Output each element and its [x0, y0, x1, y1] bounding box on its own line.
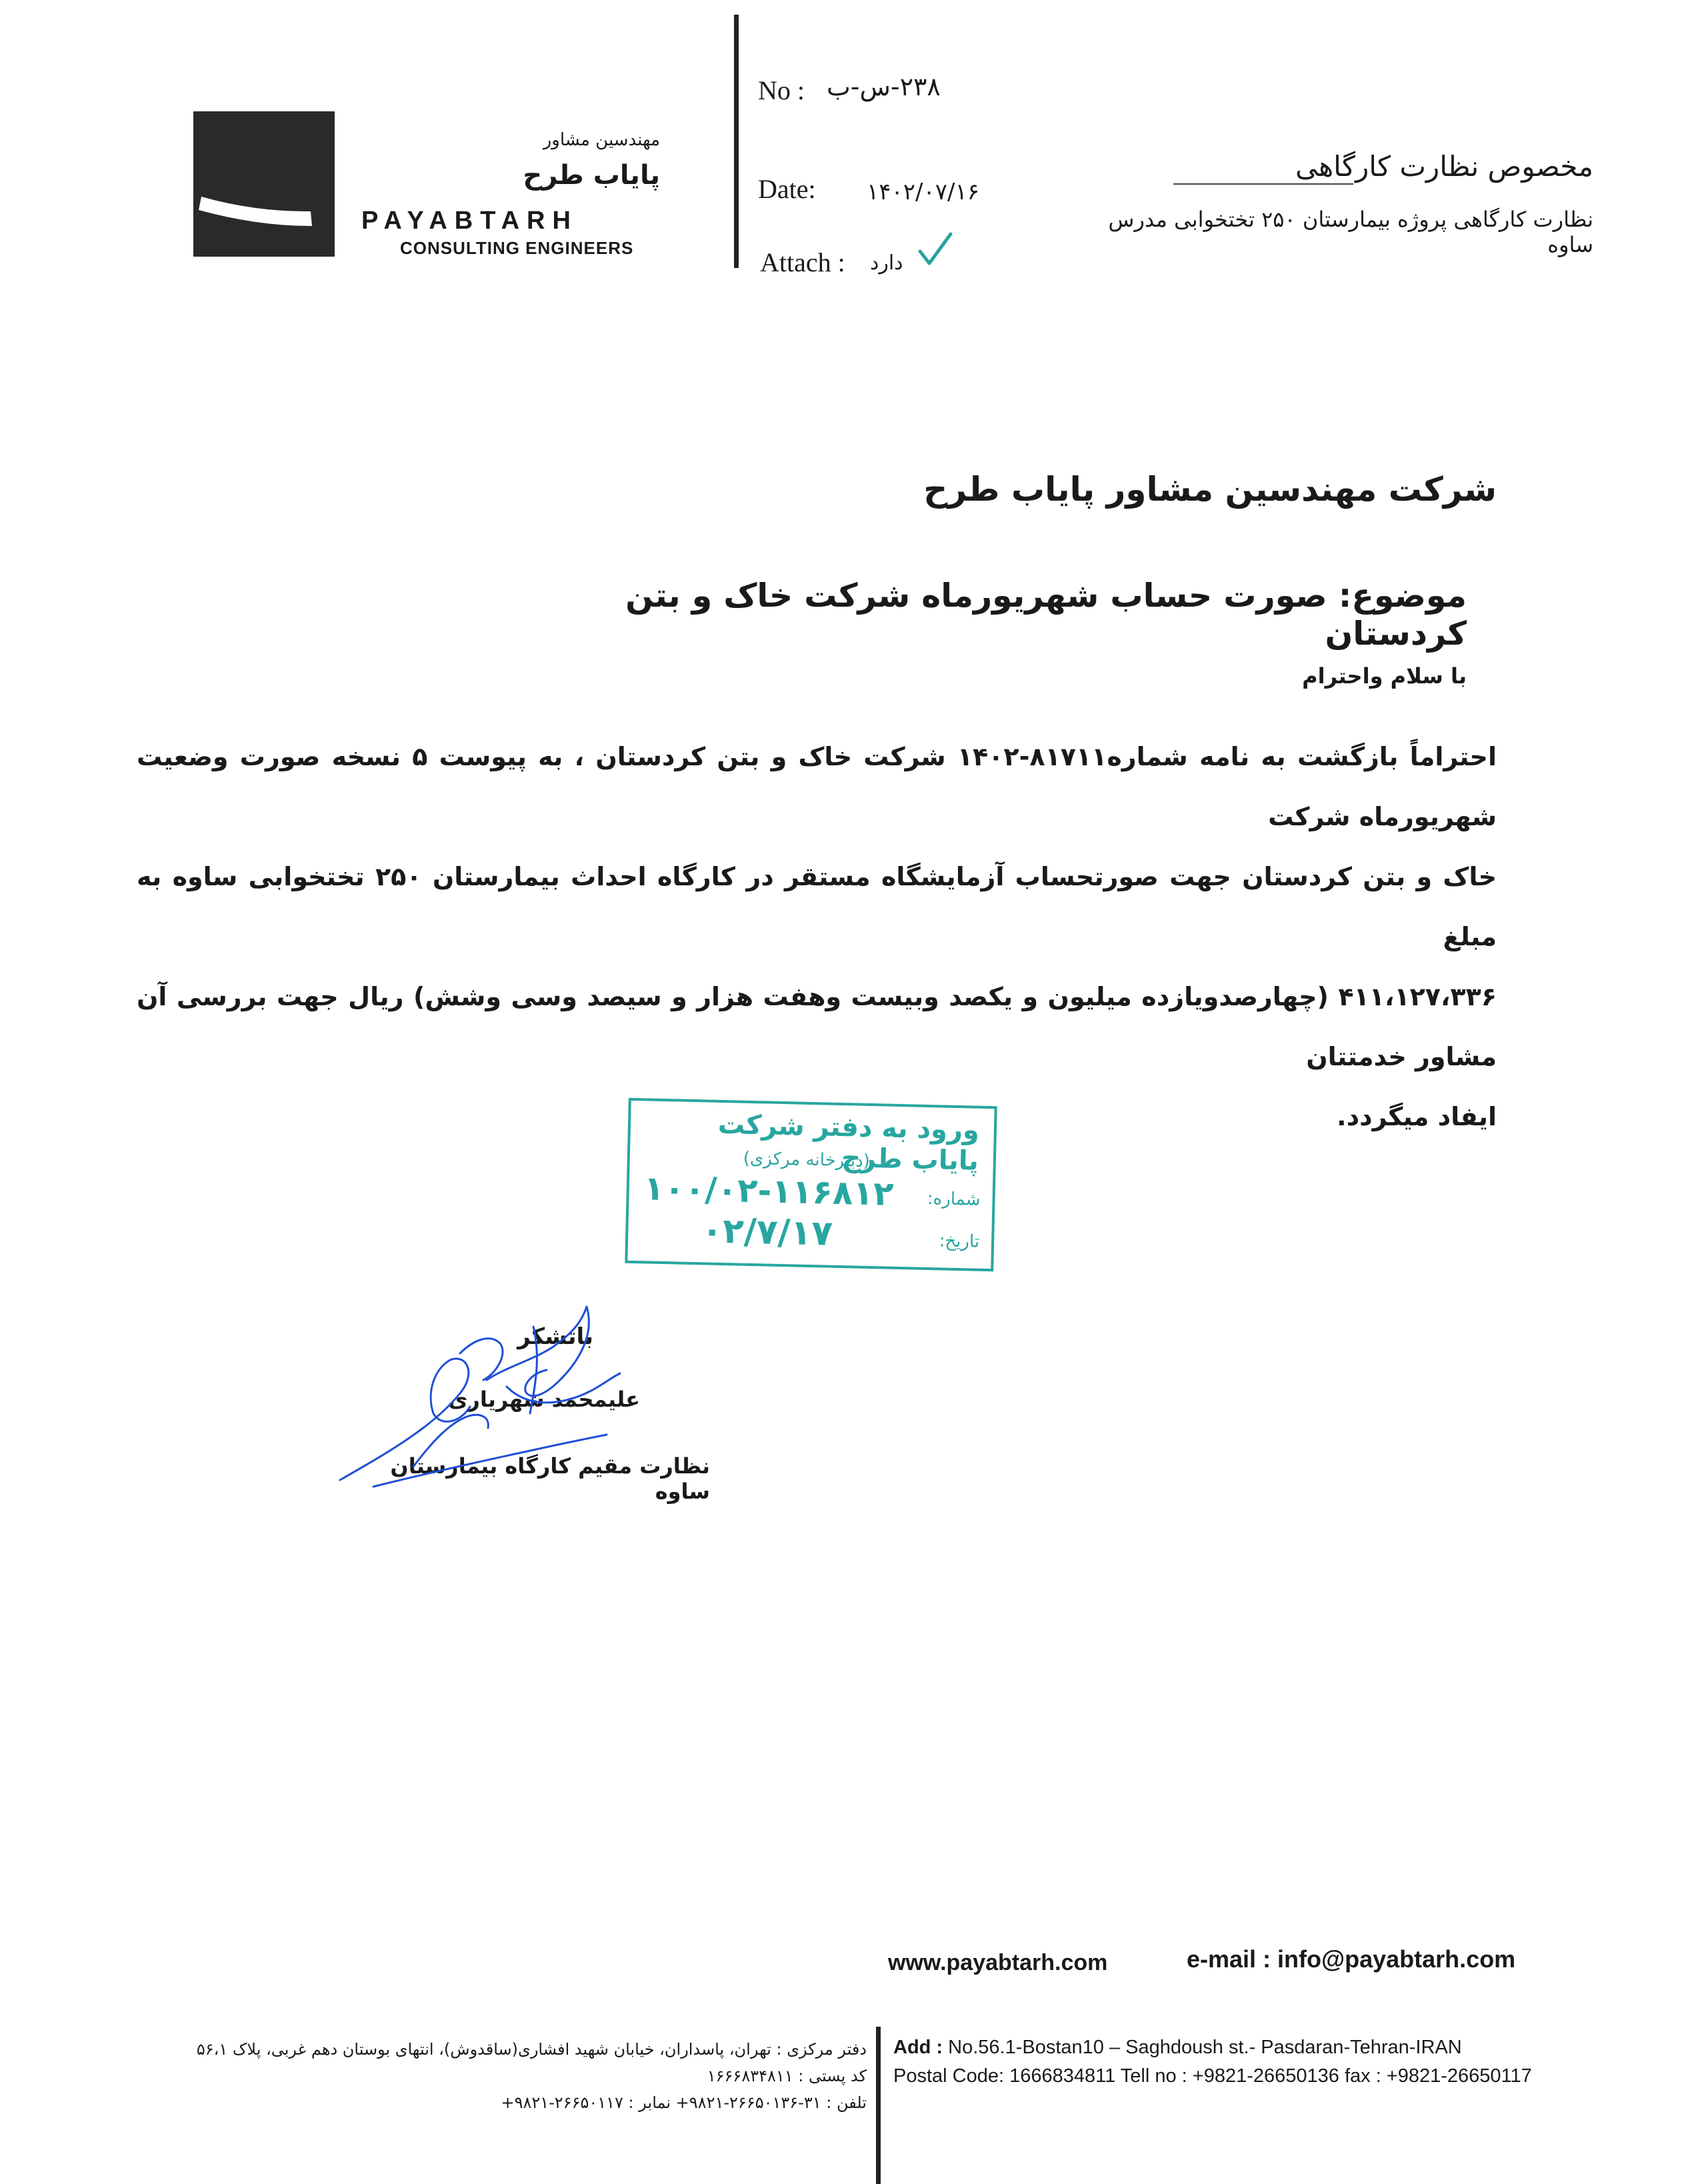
- project-line: نظارت کارگاهی پروژه بیمارستان ۲۵۰ تختخوابی مدرس ساوه: [1108, 207, 1593, 257]
- postal-phone-english: Postal Code: 1666834811 Tell no : +9821-26650136 fax : +9821-26650117: [893, 2065, 1532, 2087]
- signer-title: نظارت مقیم کارگاه بیمارستان ساوه: [390, 1453, 710, 1504]
- email-link[interactable]: e-mail : info@payabtarh.com: [1187, 1945, 1516, 1973]
- brand-small-persian: مهندسین مشاور: [543, 130, 660, 150]
- receipt-stamp: [625, 1098, 997, 1271]
- stamp-number-value: ۱۰۰/۰۲-۱۱۶۸۱۲: [643, 1169, 895, 1213]
- stamp-title: ورود به دفتر شرکت پایاب طرح: [717, 1109, 980, 1177]
- special-title-underline: [1173, 183, 1353, 185]
- signer-name: علیمحمد شهریاری: [448, 1387, 640, 1412]
- brand-name-persian: پایاب طرح: [523, 160, 660, 191]
- address-english: [893, 2037, 1462, 2059]
- stamp-date-value: ۰۲/۷/۱۷: [701, 1211, 833, 1254]
- handwritten-signature-icon: [333, 1280, 627, 1520]
- body-line: خاک و بتن کردستان جهت صورتحساب آزمایشگاه مستقر در کارگاه احداث بیمارستان ۲۵۰ تختخوابی ساوه به مبلغ: [137, 862, 1497, 951]
- body-line: ۴۱۱،۱۲۷،۳۳۶ (چهارصدویازده میلیون و یکصد وبیست وهفت هزار و سیصد وسی وشش) ریال جهت بررسی آن مشاور خدمتتان: [137, 982, 1497, 1071]
- letter-number-value: ۲۳۸-س-ب: [827, 72, 941, 101]
- subject-line: موضوع: صورت حساب شهریورماه شرکت خاک و بتن کردستان: [625, 577, 1467, 653]
- brand-name-english: PAYABTARH: [361, 207, 578, 235]
- attachment-label: Attach :: [760, 247, 845, 277]
- checkmark-icon: [915, 230, 955, 270]
- letter-date-label: Date:: [758, 174, 816, 204]
- letter-date-value: ۱۴۰۲/۰۷/۱۶: [867, 179, 980, 205]
- attachment-value: دارد: [870, 251, 903, 275]
- stamp-subtitle: (دبیرخانه مرکزی): [743, 1148, 871, 1171]
- closing-thanks: باتشکر: [517, 1323, 593, 1350]
- phone-fax-persian: تلفن : ۳۱-۲۶۶۵۰۱۳۶-۹۸۲۱+ نمابر : ۲۶۶۵۰۱۱۷-۹۸۲۱+: [501, 2093, 867, 2112]
- greeting: با سلام واحترام: [1302, 663, 1467, 689]
- letter-body: [137, 727, 1497, 1147]
- letter-number-label: No :: [758, 75, 805, 105]
- company-logo: [193, 111, 335, 257]
- address-english-value: No.56.1-Bostan10 – Saghdoush st.- Pasdaran-Tehran-IRAN: [948, 2037, 1462, 2058]
- brand-subtitle-english: CONSULTING ENGINEERS: [400, 238, 634, 258]
- body-line: احتراماً بازگشت به نامه شماره۸۱۷۱۱-۱۴۰۲ شرکت خاک و بتن کردستان ، به پیوست ۵ نسخه صورت وضعیت شهریورماه شرکت: [137, 742, 1497, 831]
- body-line: ایفاد میگردد.: [1337, 1102, 1497, 1131]
- stamp-date-label: تاریخ:: [939, 1231, 980, 1252]
- address-english-label: Add :: [893, 2037, 943, 2058]
- header-divider: [734, 15, 739, 268]
- logo-mark-icon: [193, 111, 335, 257]
- website-link[interactable]: www.payabtarh.com: [888, 1950, 1108, 1975]
- footer-divider: [876, 2027, 881, 2184]
- stamp-number-label: شماره:: [927, 1188, 981, 1210]
- special-header-title: مخصوص نظارت کارگاهی: [1295, 150, 1593, 183]
- address-persian: دفتر مرکزی : تهران، پاسداران، خیابان شهید افشاری(ساقدوش)، انتهای بوستان دهم غربی، پلاک ۵۶،۱: [196, 2040, 867, 2059]
- recipient: شرکت مهندسین مشاور پایاب طرح: [923, 470, 1497, 509]
- postal-code-persian: کد پستی : ۱۶۶۶۸۳۴۸۱۱: [707, 2067, 867, 2085]
